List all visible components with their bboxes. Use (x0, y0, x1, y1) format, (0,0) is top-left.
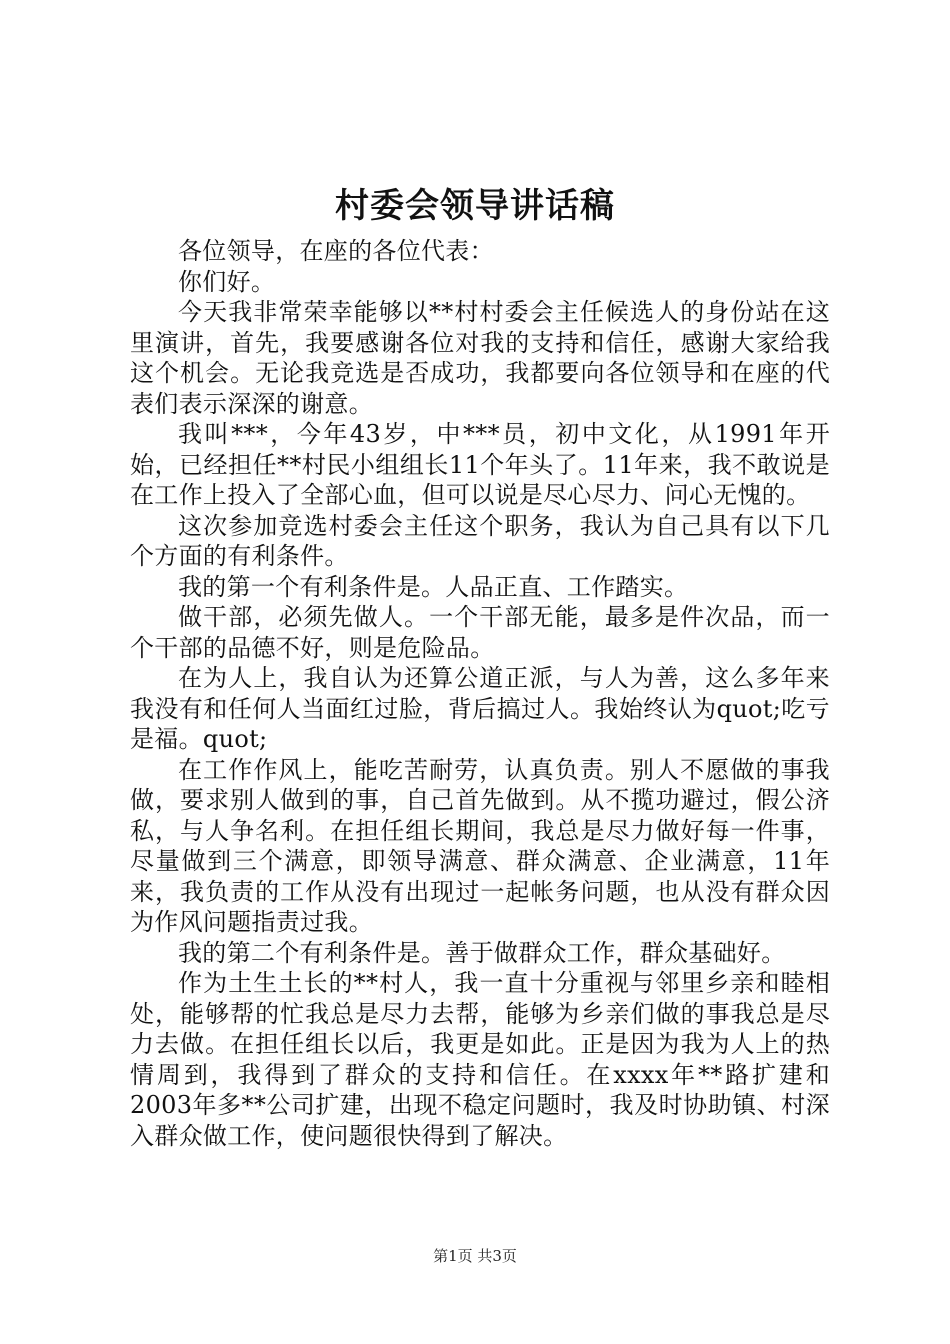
paragraph-community-work: 作为土生土长的**村人，我一直十分重视与邻里乡亲和睦相处，能够帮的忙我总是尽力去帮，能够为乡亲们做的事我总是尽力去做。在担任组长以后，我更是如此。正是因为我为人上的热情周到，我得到了群众的支持和信任。在xxxx年**路扩建和2003年多**公司扩建，出现不稳定问题时，我及时协助镇、村深入群众做工作，使问题很快得到了解决。 (130, 969, 830, 1150)
document-body (130, 236, 830, 1151)
paragraph-personality: 在为人上，我自认为还算公道正派，与人为善，这么多年来我没有和任何人当面红过脸，背后搞过人。我始终认为quot;吃亏是福。quot; (130, 664, 830, 753)
paragraph-second-condition: 我的第二个有利条件是。善于做群众工作，群众基础好。 (178, 938, 786, 967)
page-number-footer: 第1页 共3页 (433, 1247, 517, 1265)
paragraph-character: 做干部，必须先做人。一个干部无能，最多是件次品，而一个干部的品德不好，则是危险品。 (130, 603, 830, 662)
paragraph-self-introduction: 我叫***，今年43岁，中***员，初中文化，从1991年开始，已经担任**村民小组组长11个年头了。11年来，我不敢说是在工作上投入了全部心血，但可以说是尽心尽力、问心无愧的。 (130, 420, 830, 509)
paragraph-work-style: 在工作作风上，能吃苦耐劳，认真负责。别人不愿做的事我做，要求别人做到的事，自己首先做到。从不揽功避过，假公济私，与人争名利。在担任组长期间，我总是尽力做好每一件事，尽量做到三个满意，即领导满意、群众满意、企业满意，11年来，我负责的工作从没有出现过一起帐务问题，也从没有群众因为作风问题指责过我。 (130, 755, 830, 936)
paragraph-hello: 你们好。 (178, 267, 276, 296)
paragraph-intro: 今天我非常荣幸能够以**村村委会主任候选人的身份站在这里演讲，首先，我要感谢各位对我的支持和信任，感谢大家给我这个机会。无论我竞选是否成功，我都要向各位领导和在座的代表们表示深深的谢意。 (130, 298, 830, 418)
paragraph-greeting: 各位领导，在座的各位代表： (178, 237, 494, 265)
paragraph-first-condition: 我的第一个有利条件是。人品正直、工作踏实。 (178, 572, 689, 601)
paragraph-conditions-overview: 这次参加竞选村委会主任这个职务，我认为自己具有以下几个方面的有利条件。 (130, 511, 830, 570)
page-title: 村委会领导讲话稿 (335, 186, 615, 226)
